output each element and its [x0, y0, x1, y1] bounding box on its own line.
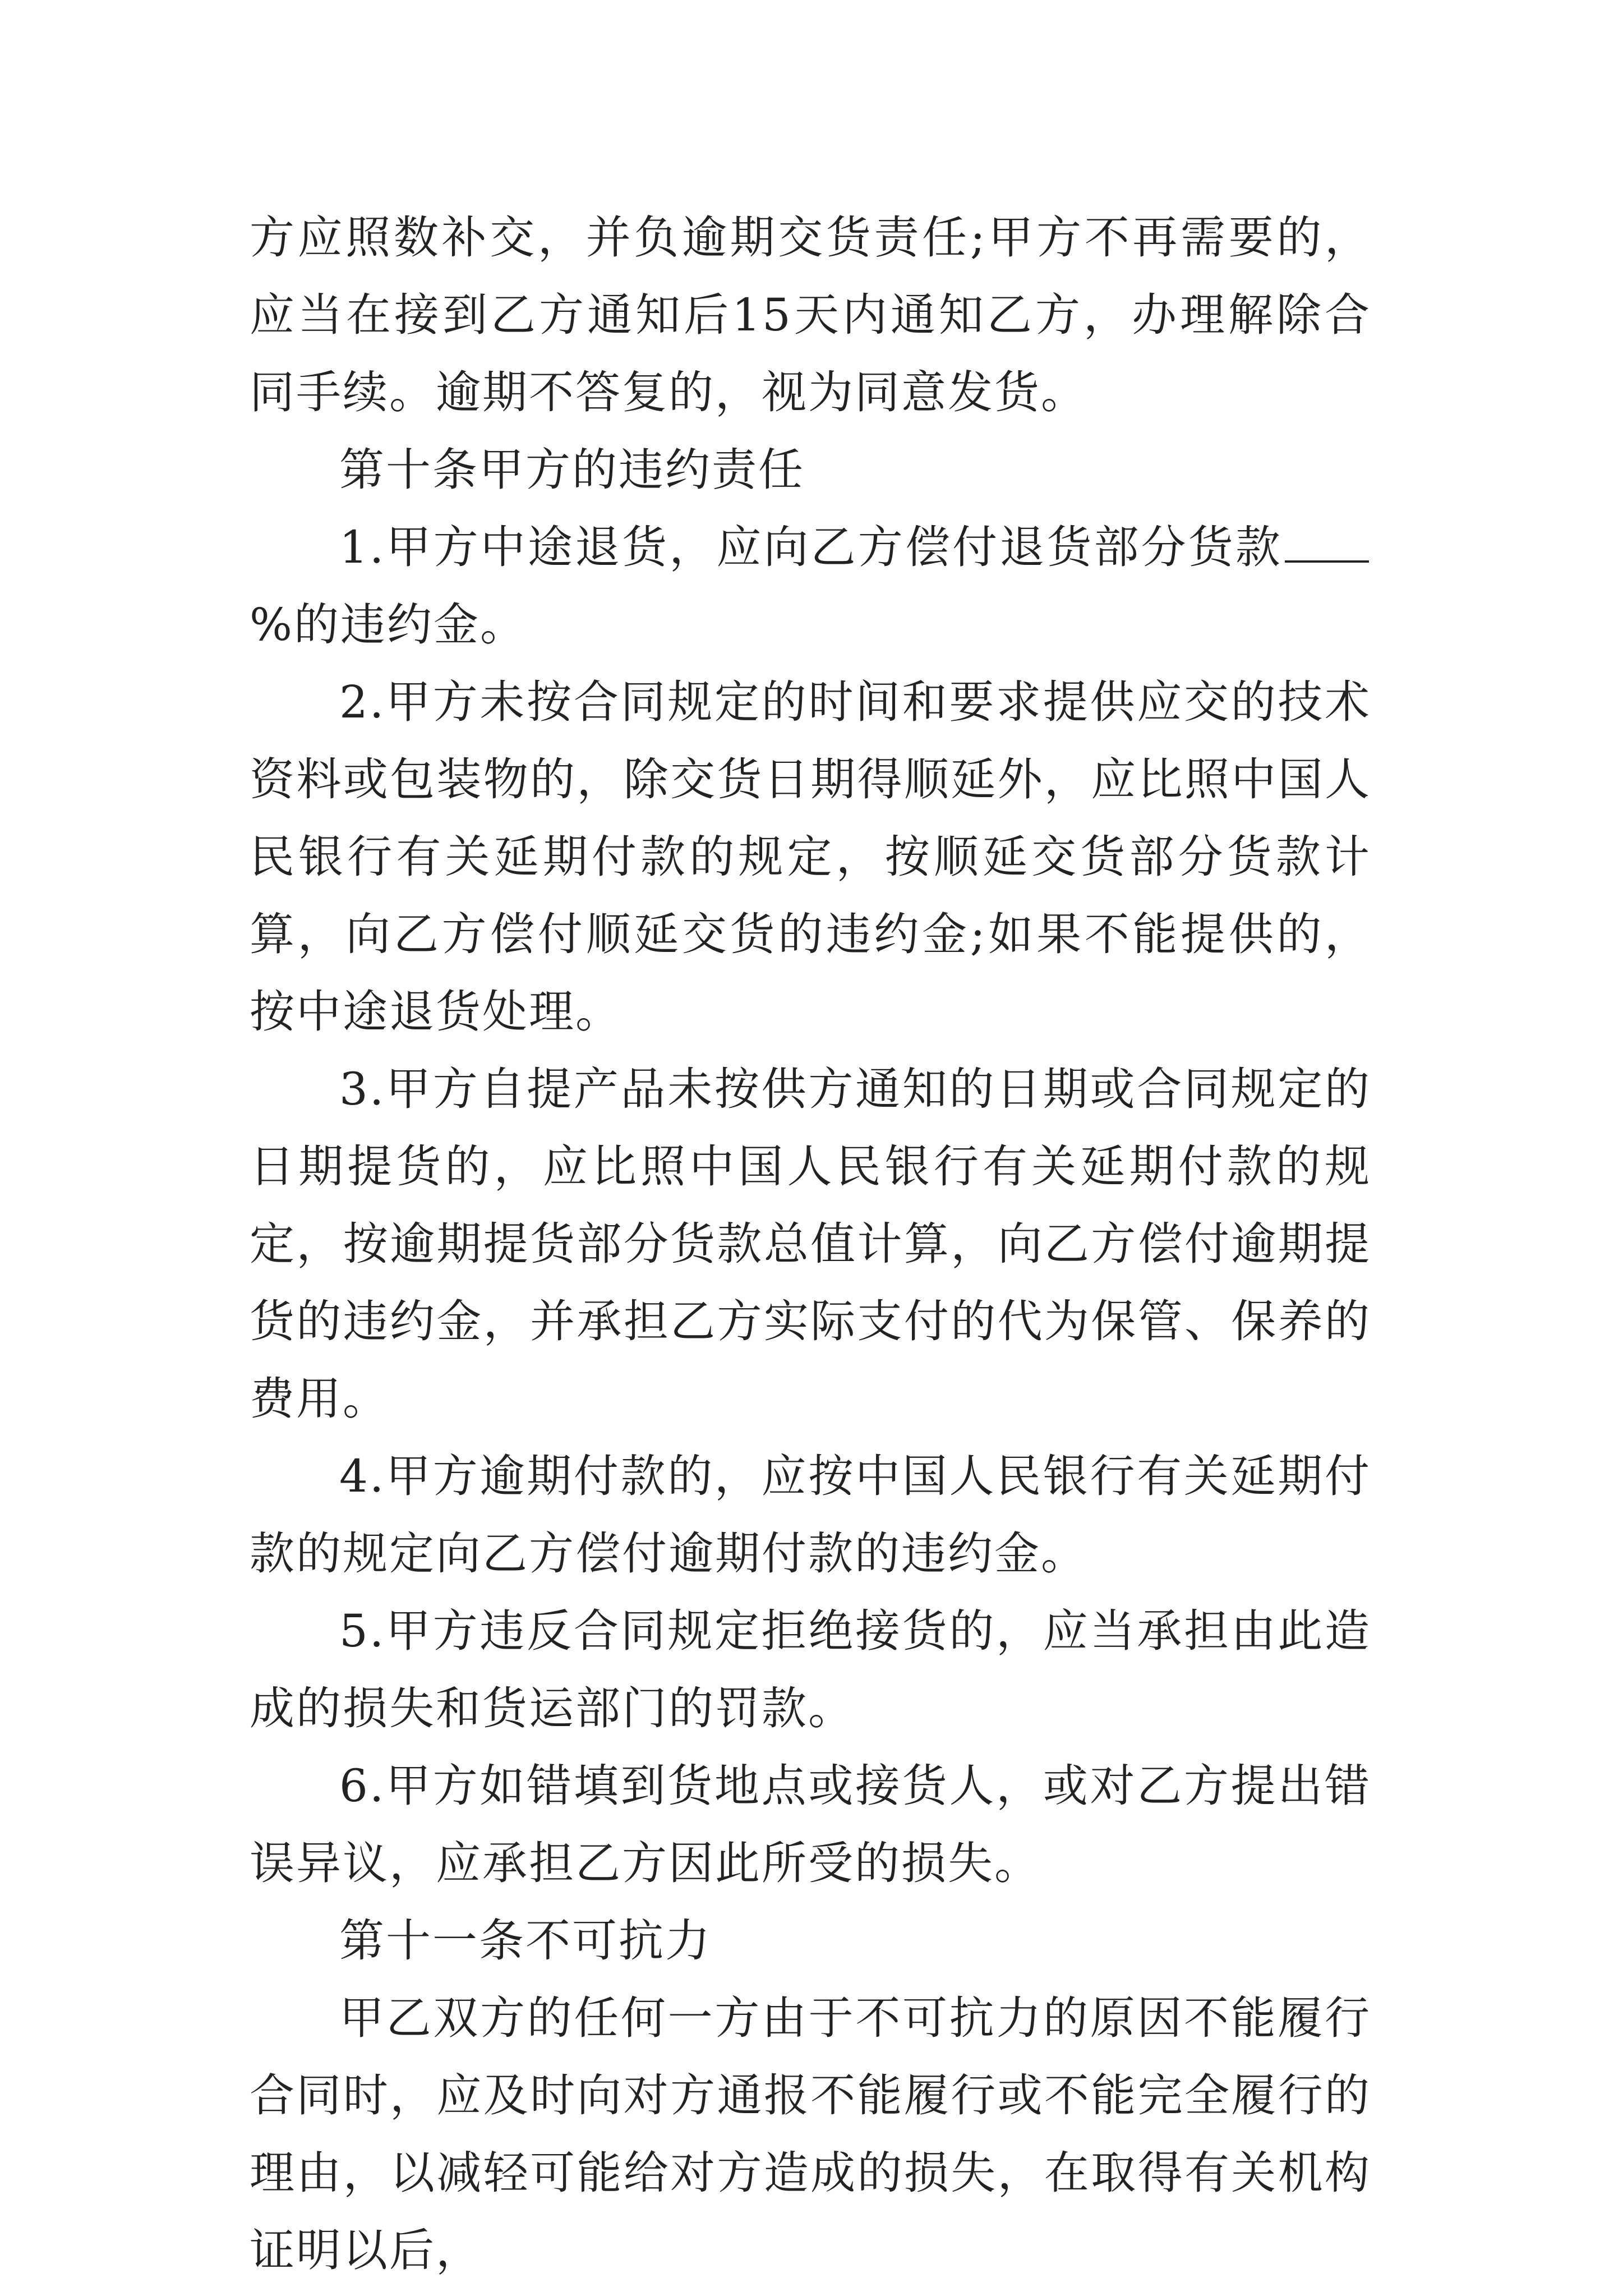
- article-10-item-6: 6.甲方如错填到货地点或接货人，或对乙方提出错误异议，应承担乙方因此所受的损失。: [250, 1760, 1371, 1889]
- document-body: [250, 199, 1371, 2289]
- article-10-item-4: 4.甲方逾期付款的，应按中国人民银行有关延期付款的规定向乙方偿付逾期付款的违约金。: [250, 1450, 1371, 1580]
- item-1-text-after: %的违约金。: [250, 599, 527, 651]
- fill-in-blank: [1285, 521, 1369, 563]
- paragraph-force-majeure: 甲乙双方的任何一方由于不可抗力的原因不能履行合同时，应及时向对方通报不能履行或不能完全履行的理由，以减轻可能给对方造成的损失，在取得有关机构证明以后，: [250, 1992, 1371, 2276]
- article-10-heading: 第十条甲方的违约责任: [339, 444, 805, 496]
- article-10-item-1: [250, 509, 1371, 664]
- article-10-item-5: 5.甲方违反合同规定拒绝接货的，应当承担由此造成的损失和货运部门的罚款。: [250, 1605, 1371, 1734]
- article-11-heading: 第十一条不可抗力: [339, 1915, 712, 1967]
- paragraph-continuation: 方应照数补交，并负逾期交货责任;甲方不再需要的，应当在接到乙方通知后15天内通知乙方，办理解除合同手续。逾期不答复的，视为同意发货。: [250, 211, 1371, 418]
- item-1-text-before: 1.甲方中途退货，应向乙方偿付退货部分货款: [339, 521, 1283, 573]
- article-10-item-2: 2.甲方未按合同规定的时间和要求提供应交的技术资料或包装物的，除交货日期得顺延外，应比照中国人民银行有关延期付款的规定，按顺延交货部分货款计算，向乙方偿付顺延交货的违约金;如果不能提供的，按中途退货处理。: [250, 676, 1371, 1038]
- article-10-item-3: 3.甲方自提产品未按供方通知的日期或合同规定的日期提货的，应比照中国人民银行有关延期付款的规定，按逾期提货部分货款总值计算，向乙方偿付逾期提货的违约金，并承担乙方实际支付的代为保管、保养的费用。: [250, 1063, 1371, 1425]
